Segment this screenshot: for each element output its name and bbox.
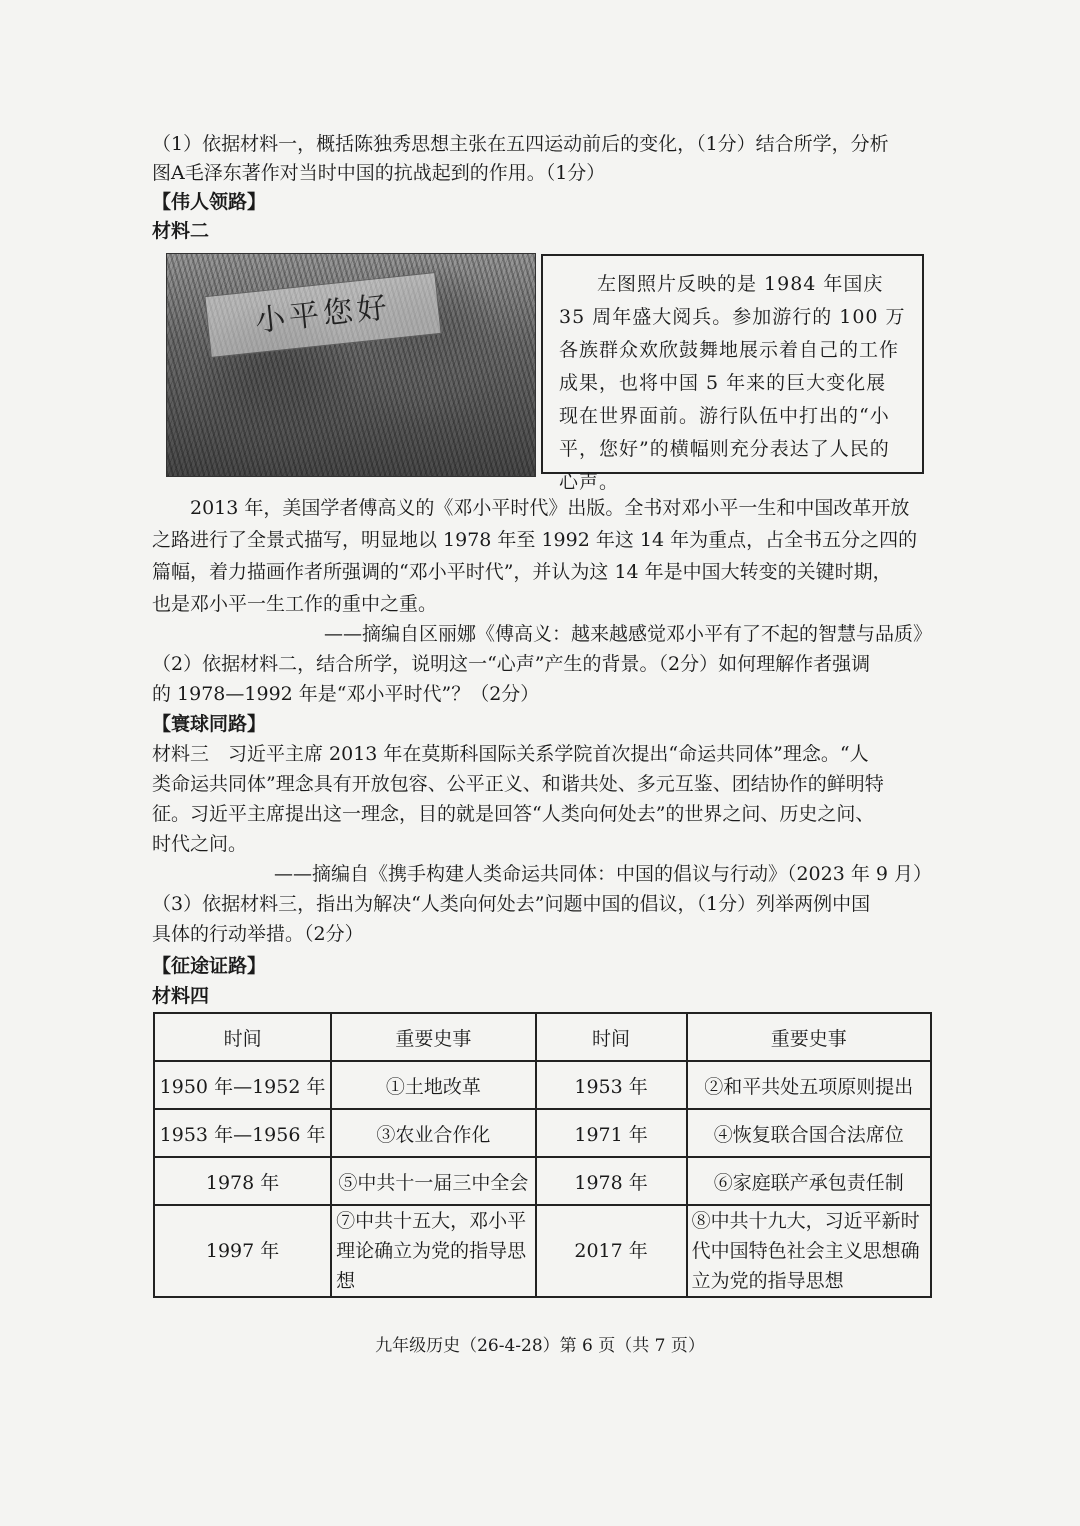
table-cell: ⑧中共十九大，习近平新时代中国特色社会主义思想确立为党的指导思想: [687, 1205, 931, 1297]
table-cell: 1953 年—1956 年: [154, 1109, 331, 1157]
photo-caption: 左图照片反映的是 1984 年国庆 35 周年盛大阅兵。参加游行的 100 万各族群众欢欣鼓舞地展示着自己的工作成果，也将中国 5 年来的巨大变化展现在世界面前。游行队伍中打出的“小平，您好”的横幅则充分表达了人民的心声。: [559, 273, 906, 493]
table-cell: 1997 年: [154, 1205, 331, 1297]
table-cell: 1950 年—1952 年: [154, 1061, 331, 1109]
table-cell: ⑦中共十五大，邓小平理论确立为党的指导思想: [331, 1205, 535, 1297]
material-3-line-2: 类命运共同体”理念具有开放包容、公平正义、和谐共处、多元互鉴、团结协作的鲜明特: [152, 773, 884, 795]
material-2-paragraph-line-2: 之路进行了全景式描写，明显地以 1978 年至 1992 年这 14 年为重点，占全书五分之四的: [152, 529, 918, 551]
table-cell: ③农业合作化: [331, 1109, 535, 1157]
table-row: [154, 1061, 931, 1109]
table-header-time-1: 时间: [154, 1013, 331, 1061]
question-3-line-1: （3）依据材料三，指出为解决“人类向何处去”问题中国的倡议，（1分）列举两例中国: [152, 893, 871, 915]
material-3-line-3: 征。习近平主席提出这一理念，目的就是回答“人类向何处去”的世界之问、历史之问、: [152, 803, 875, 825]
table-cell: 1978 年: [536, 1157, 687, 1205]
material-2-paragraph-line-3: 篇幅，着力描画作者所强调的“邓小平时代”，并认为这 14 年是中国大转变的关键时期，: [152, 561, 892, 583]
table-cell: ②和平共处五项原则提出: [687, 1061, 931, 1109]
question-3-line-2: 具体的行动举措。（2分）: [152, 923, 364, 945]
table-cell: ①土地改革: [331, 1061, 535, 1109]
table-header-event-2: 重要史事: [687, 1013, 931, 1061]
table-header-time-2: 时间: [536, 1013, 687, 1061]
material-2-paragraph-line-4: 也是邓小平一生工作的重中之重。: [152, 593, 438, 615]
table-cell: 1953 年: [536, 1061, 687, 1109]
question-1-line-1: （1）依据材料一，概括陈独秀思想主张在五四运动前后的变化，（1分）结合所学，分析: [152, 133, 889, 155]
table-header-event-1: 重要史事: [331, 1013, 535, 1061]
question-2-line-2: 的 1978—1992 年是“邓小平时代”？（2分）: [152, 683, 540, 705]
photo-caption-box: [541, 254, 924, 493]
table-row: [154, 1109, 931, 1157]
material-2-paragraph-line-1: 2013 年，美国学者傅高义的《邓小平时代》出版。全书对邓小平一生和中国改革开放: [190, 497, 910, 519]
material-4-label: 材料四: [152, 985, 210, 1007]
material-3-source: ——摘编自《携手构建人类命运共同体：中国的倡议与行动》（2023 年 9 月）: [273, 863, 932, 885]
question-2-line-1: （2）依据材料二，结合所学，说明这一“心声”产生的背景。（2分）如何理解作者强调: [152, 653, 871, 675]
table-header-row: [154, 1013, 931, 1061]
page-footer: 九年级历史（26-4-28）第 6 页（共 7 页）: [375, 1336, 705, 1356]
section-heading-journey: 【征途证路】: [152, 955, 267, 977]
material-3-line-4: 时代之问。: [152, 833, 248, 855]
table-cell: 2017 年: [536, 1205, 687, 1297]
material-2-source: ——摘编自区丽娜《傅高义：越来越感觉邓小平有了不起的智慧与品质》: [323, 623, 932, 645]
material-2-label: 材料二: [152, 220, 210, 242]
table-cell: ⑤中共十一届三中全会: [331, 1157, 535, 1205]
table-cell: ⑥家庭联产承包责任制: [687, 1157, 931, 1205]
table-row: [154, 1205, 931, 1297]
history-events-table: [153, 1012, 932, 1298]
table-row: [154, 1157, 931, 1205]
question-1-line-2: 图A毛泽东著作对当时中国的抗战起到的作用。（1分）: [152, 162, 606, 184]
table-cell: 1971 年: [536, 1109, 687, 1157]
material-3-line-1: 材料三 习近平主席 2013 年在莫斯科国际关系学院首次提出“命运共同体”理念。“人: [152, 743, 869, 765]
photo-banner: 小平您好: [204, 272, 441, 358]
parade-photo: [166, 253, 536, 477]
section-heading-global: 【寰球同路】: [152, 713, 267, 735]
table-cell: ④恢复联合国合法席位: [687, 1109, 931, 1157]
section-heading-great-leader: 【伟人领路】: [152, 191, 267, 213]
table-cell: 1978 年: [154, 1157, 331, 1205]
